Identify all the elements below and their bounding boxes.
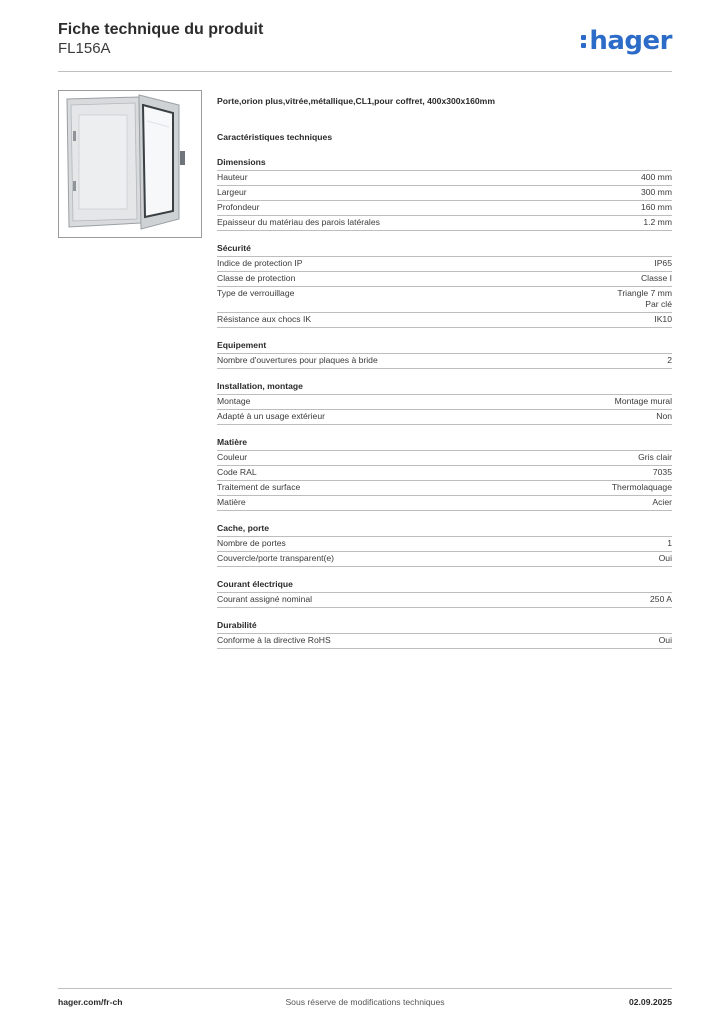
row-label: Largeur	[217, 187, 247, 197]
row-value: 250 A	[650, 594, 672, 604]
row-value: Classe I	[640, 273, 672, 283]
group-title-courant: Courant électrique	[217, 579, 672, 593]
header-divider	[58, 71, 672, 72]
table-row	[217, 552, 672, 567]
group-title-cache-porte: Cache, porte	[217, 523, 672, 537]
row-value-multiline	[617, 288, 672, 310]
row-label: Traitement de surface	[217, 482, 301, 492]
logo-text: hager	[589, 26, 672, 56]
row-label: Indice de protection IP	[217, 258, 303, 268]
row-label: Code RAL	[217, 467, 257, 477]
page-title: Fiche technique du produit	[58, 21, 264, 38]
spec-content	[217, 95, 672, 649]
table-row	[217, 410, 672, 425]
row-label: Hauteur	[217, 172, 248, 182]
footer-notice: Sous réserve de modifications techniques	[285, 997, 445, 1007]
table-row	[217, 593, 672, 608]
row-value: IP65	[654, 258, 672, 268]
row-label: Couleur	[217, 452, 248, 462]
table-row	[217, 451, 672, 466]
row-value: 1	[667, 538, 672, 548]
row-value: 1.2 mm	[643, 217, 672, 227]
table-row	[217, 186, 672, 201]
table-row	[217, 537, 672, 552]
table-row	[217, 287, 672, 313]
hager-logo	[581, 26, 672, 56]
product-image	[58, 90, 202, 238]
footer-divider	[58, 988, 672, 989]
product-description: Porte,orion plus,vitrée,métallique,CL1,pour coffret, 400x300x160mm	[217, 96, 495, 106]
row-label: Courant assigné nominal	[217, 594, 313, 604]
row-value: Oui	[658, 635, 672, 645]
row-value: 400 mm	[640, 172, 672, 182]
table-row	[217, 313, 672, 328]
row-label: Résistance aux chocs IK	[217, 314, 312, 324]
row-value: 300 mm	[640, 187, 672, 197]
row-value: Montage mural	[614, 396, 672, 406]
row-label: Epaisseur du matériau des parois latérales	[217, 217, 380, 227]
row-label: Nombre d'ouvertures pour plaques à bride	[217, 355, 378, 365]
group-title-equipement: Equipement	[217, 340, 672, 354]
table-row	[217, 171, 672, 186]
row-value: 7035	[652, 467, 672, 477]
table-row	[217, 481, 672, 496]
row-label: Classe de protection	[217, 273, 296, 283]
group-title-matiere: Matière	[217, 437, 672, 451]
row-label: Adapté à un usage extérieur	[217, 411, 325, 421]
row-value: 160 mm	[640, 202, 672, 212]
table-row	[217, 496, 672, 511]
group-title-installation: Installation, montage	[217, 381, 672, 395]
specs-section-title: Caractéristiques techniques	[217, 132, 333, 142]
page-footer	[58, 997, 672, 1009]
product-reference: FL156A	[58, 40, 111, 57]
footer-date: 02.09.2025	[628, 997, 672, 1007]
row-label: Nombre de portes	[217, 538, 286, 548]
footer-website-link[interactable]: hager.com/fr-ch	[58, 997, 123, 1007]
row-value: Thermolaquage	[611, 482, 672, 492]
row-label: Couvercle/porte transparent(e)	[217, 553, 335, 563]
table-row	[217, 354, 672, 369]
row-value: 2	[667, 355, 672, 365]
row-label: Matière	[217, 497, 246, 507]
row-label: Type de verrouillage	[217, 288, 295, 298]
table-row	[217, 272, 672, 287]
table-row	[217, 257, 672, 272]
table-row	[217, 634, 672, 649]
row-value: Acier	[652, 497, 672, 507]
row-value: Oui	[658, 553, 672, 563]
table-row	[217, 395, 672, 410]
table-row	[217, 466, 672, 481]
row-value: Gris clair	[638, 452, 672, 462]
table-row	[217, 201, 672, 216]
group-title-durabilite: Durabilité	[217, 620, 672, 634]
row-label: Conforme à la directive RoHS	[217, 635, 331, 645]
group-title-dimensions: Dimensions	[217, 157, 672, 171]
group-title-securite: Sécurité	[217, 243, 672, 257]
row-value: Non	[656, 411, 672, 421]
row-value: IK10	[654, 314, 672, 324]
row-value: Triangle 7 mm	[617, 288, 672, 298]
row-value-second-line: Par clé	[645, 299, 672, 309]
row-label: Profondeur	[217, 202, 260, 212]
enclosure-illustration-icon	[59, 91, 201, 237]
row-label: Montage	[217, 396, 251, 406]
table-row	[217, 216, 672, 231]
page-header	[58, 20, 672, 70]
logo-dots-icon	[581, 34, 587, 49]
